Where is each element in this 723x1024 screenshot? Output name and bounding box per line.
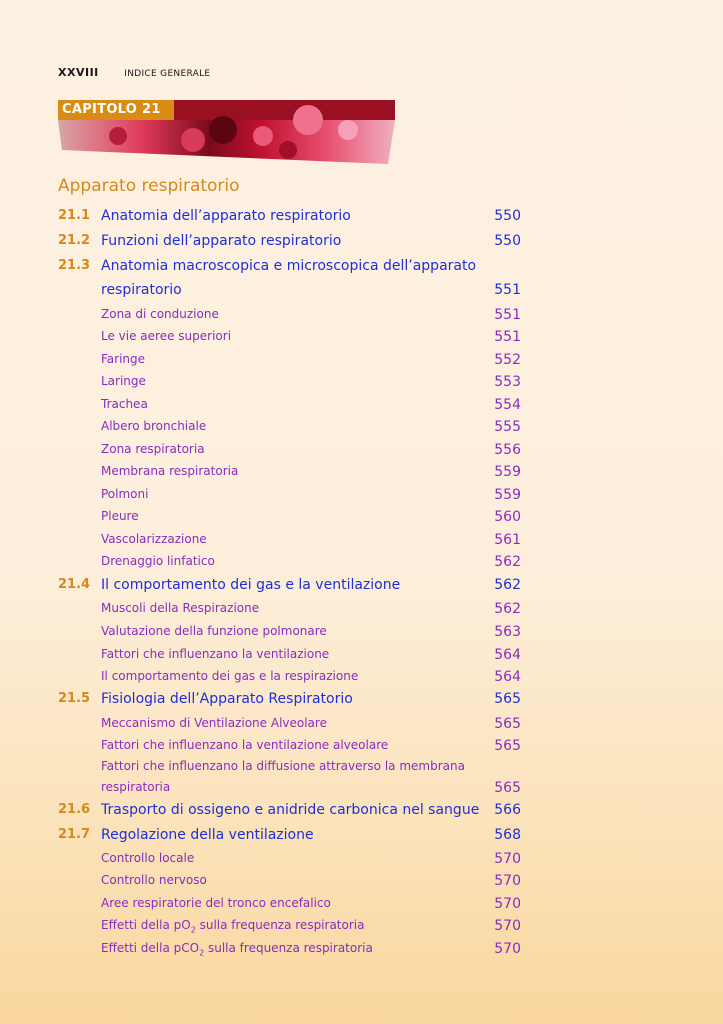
- entry-title: [101, 941, 373, 957]
- entry-title-part: sulla frequenza respiratoria: [195, 918, 365, 932]
- entry-title: Membrana respiratoria: [101, 464, 239, 478]
- page-ref: 554: [494, 397, 521, 413]
- entry-title: Fisiologia dell’Apparato Respiratorio: [101, 691, 353, 707]
- page-ref: 570: [494, 918, 521, 934]
- entry-title: Controllo locale: [101, 851, 195, 865]
- section-number: 21.2: [58, 233, 91, 248]
- page-ref: 552: [494, 352, 521, 368]
- entry-title: respiratoria: [101, 780, 171, 794]
- entry-title: Controllo nervoso: [101, 873, 207, 887]
- section-number: 21.1: [58, 208, 91, 223]
- entry-title: Funzioni dell’apparato respiratorio: [101, 233, 342, 249]
- entry-title: Pleure: [101, 509, 139, 523]
- entry-title: Laringe: [101, 374, 146, 388]
- entry-title: Le vie aeree superiori: [101, 329, 232, 343]
- entry-title: Fattori che influenzano la ventilazione alveolare: [101, 738, 389, 752]
- page-ref: 551: [494, 307, 521, 323]
- page-ref: 559: [494, 487, 521, 503]
- chapter-title: Apparato respiratorio: [58, 176, 240, 196]
- entry-title: Albero bronchiale: [101, 419, 207, 433]
- page-ref: 550: [494, 208, 521, 224]
- page-header: [58, 66, 210, 79]
- page-ref: 564: [494, 647, 521, 663]
- entry-title: Polmoni: [101, 487, 149, 501]
- section-number: 21.5: [58, 691, 91, 706]
- page-ref: 560: [494, 509, 521, 525]
- page-ref: 570: [494, 873, 521, 889]
- entry-title: Fattori che influenzano la ventilazione: [101, 647, 330, 661]
- entry-title-part: sulla frequenza respiratoria: [204, 941, 373, 955]
- entry-title: Trachea: [101, 397, 148, 411]
- section-number: 21.3: [58, 258, 91, 273]
- entry-title: Valutazione della funzione polmonare: [101, 624, 327, 638]
- entry-title: Fattori che influenzano la diffusione attraverso la membrana: [101, 759, 465, 773]
- page-ref: 562: [494, 554, 521, 570]
- entry-title: Trasporto di ossigeno e anidride carbonica nel sangue: [101, 802, 480, 818]
- page-ref: 551: [494, 282, 521, 298]
- page-ref: 556: [494, 442, 521, 458]
- page-ref: 551: [494, 329, 521, 345]
- page-ref: 565: [494, 738, 521, 754]
- entry-title: Anatomia dell’apparato respiratorio: [101, 208, 351, 224]
- section-number: 21.7: [58, 827, 91, 842]
- entry-title-part: Effetti della pO: [101, 918, 191, 932]
- entry-title: Il comportamento dei gas e la ventilazione: [101, 577, 401, 593]
- page-ref: 568: [494, 827, 521, 843]
- page-ref: 570: [494, 851, 521, 867]
- page-ref: 561: [494, 532, 521, 548]
- entry-title: Anatomia macroscopica e microscopica dell’apparato: [101, 258, 477, 274]
- entry-title: Il comportamento dei gas e la respirazione: [101, 669, 359, 683]
- page-ref: 565: [494, 780, 521, 796]
- page-ref: 565: [494, 691, 521, 707]
- chapter-banner: [58, 100, 395, 164]
- entry-title: Muscoli della Respirazione: [101, 601, 260, 615]
- page-ref: 565: [494, 716, 521, 732]
- page-ref: 564: [494, 669, 521, 685]
- page-ref: 563: [494, 624, 521, 640]
- entry-title: Meccanismo di Ventilazione Alveolare: [101, 716, 327, 730]
- chapter-label: CAPITOLO 21: [58, 100, 174, 120]
- section-number: 21.6: [58, 802, 91, 817]
- page-ref: 562: [494, 601, 521, 617]
- entry-title: [101, 918, 364, 934]
- entry-title: Aree respiratorie del tronco encefalico: [101, 896, 331, 910]
- page-ref: 553: [494, 374, 521, 390]
- page-ref: 555: [494, 419, 521, 435]
- section-number: 21.4: [58, 577, 91, 592]
- page-ref: 550: [494, 233, 521, 249]
- subscript: 2: [190, 925, 196, 935]
- entry-title: Zona respiratoria: [101, 442, 205, 456]
- page-ref: 562: [494, 577, 521, 593]
- entry-title-part: Effetti della pCO: [101, 941, 200, 955]
- page-ref: 570: [494, 941, 521, 957]
- page-number: XXVIII: [58, 66, 99, 79]
- page-ref: 570: [494, 896, 521, 912]
- entry-title: Faringe: [101, 352, 146, 366]
- entry-title: respiratorio: [101, 282, 182, 298]
- entry-title: Vascolarizzazione: [101, 532, 207, 546]
- entry-title: Regolazione della ventilazione: [101, 827, 314, 843]
- entry-title: Zona di conduzione: [101, 307, 219, 321]
- entry-title: Drenaggio linfatico: [101, 554, 215, 568]
- subscript: 2: [199, 948, 205, 958]
- page-ref: 566: [494, 802, 521, 818]
- page-ref: 559: [494, 464, 521, 480]
- running-title: INDICE GENERALE: [124, 69, 211, 79]
